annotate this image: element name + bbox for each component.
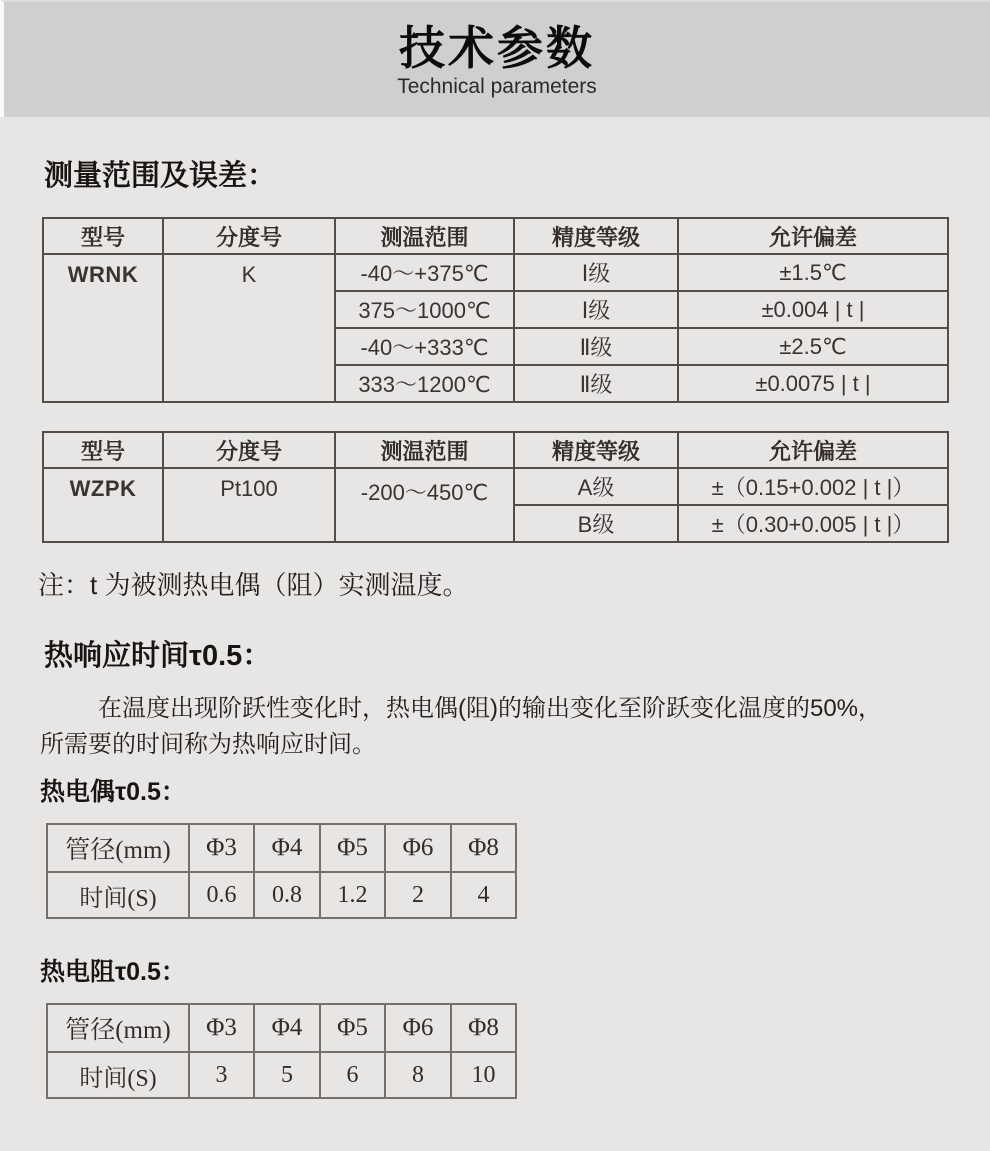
model-cell: WZPK	[43, 468, 163, 542]
time-row	[47, 872, 516, 918]
time-row	[47, 1052, 516, 1098]
col-header-deviation: 允许偏差	[678, 432, 948, 468]
deviation-cell: ±2.5℃	[678, 328, 948, 365]
time-cell: 1.2	[320, 872, 385, 918]
time-cell: 6	[320, 1052, 385, 1098]
col-header-deviation: 允许偏差	[678, 218, 948, 254]
deviation-cell: ±0.0075 | t |	[678, 365, 948, 402]
diameter-cell: Φ3	[189, 824, 254, 872]
response-description-line1: 在温度出现阶跃性变化时，热电偶(阻)的输出变化至阶跃变化温度的50%，	[98, 695, 883, 722]
thermocouple-heading: 热电偶τ0.5：	[40, 778, 186, 806]
table-row	[43, 468, 948, 505]
diameter-row	[47, 1004, 516, 1052]
col-header-graduation: 分度号	[163, 218, 335, 254]
wzpk-table	[42, 431, 949, 543]
time-cell: 10	[451, 1052, 516, 1098]
diameter-label: 管径(mm)	[47, 824, 189, 872]
diameter-cell: Φ3	[189, 1004, 254, 1052]
range-cell: -40～+333℃	[335, 328, 514, 365]
range-cell: 375～1000℃	[335, 291, 514, 328]
page-subtitle: Technical parameters	[397, 75, 597, 99]
diameter-cell: Φ6	[385, 824, 451, 872]
time-cell: 4	[451, 872, 516, 918]
deviation-cell: ±（0.15+0.002 | t |）	[678, 468, 948, 505]
table-row	[43, 254, 948, 291]
time-cell: 0.8	[254, 872, 320, 918]
note-text: 注：t 为被测热电偶（阻）实测温度。	[38, 570, 469, 600]
page-title: 技术参数	[399, 21, 595, 74]
model-cell: WRNK	[43, 254, 163, 402]
diameter-row	[47, 824, 516, 872]
measurement-heading: 测量范围及误差：	[44, 160, 277, 192]
grade-cell: Ⅱ级	[514, 328, 678, 365]
col-header-graduation: 分度号	[163, 432, 335, 468]
thermocouple-table	[46, 823, 517, 919]
rtd-table	[46, 1003, 517, 1099]
rtd-heading: 热电阻τ0.5：	[40, 958, 186, 986]
wrnk-header-row	[43, 218, 948, 254]
diameter-cell: Φ4	[254, 824, 320, 872]
response-description	[40, 691, 990, 763]
col-header-grade: 精度等级	[514, 432, 678, 468]
deviation-cell: ±1.5℃	[678, 254, 948, 291]
deviation-cell: ±0.004 | t |	[678, 291, 948, 328]
diameter-cell: Φ4	[254, 1004, 320, 1052]
diameter-cell: Φ6	[385, 1004, 451, 1052]
time-cell: 5	[254, 1052, 320, 1098]
time-cell: 0.6	[189, 872, 254, 918]
diameter-cell: Φ5	[320, 824, 385, 872]
range-cell: 333～1200℃	[335, 365, 514, 402]
grade-cell: Ⅰ级	[514, 254, 678, 291]
col-header-range: 测温范围	[335, 218, 514, 254]
range-cell: -200～450℃	[335, 468, 514, 542]
col-header-model: 型号	[43, 432, 163, 468]
grade-cell: Ⅱ级	[514, 365, 678, 402]
diameter-cell: Φ5	[320, 1004, 385, 1052]
response-description-line2: 所需要的时间称为热响应时间。	[40, 731, 376, 758]
deviation-cell: ±（0.30+0.005 | t |）	[678, 505, 948, 542]
col-header-model: 型号	[43, 218, 163, 254]
time-cell: 8	[385, 1052, 451, 1098]
wrnk-table	[42, 217, 949, 403]
time-cell: 3	[189, 1052, 254, 1098]
time-label: 时间(S)	[47, 1052, 189, 1098]
range-cell: -40～+375℃	[335, 254, 514, 291]
diameter-cell: Φ8	[451, 1004, 516, 1052]
graduation-cell: K	[163, 254, 335, 402]
page-header	[0, 0, 990, 117]
wzpk-header-row	[43, 432, 948, 468]
col-header-grade: 精度等级	[514, 218, 678, 254]
time-cell: 2	[385, 872, 451, 918]
diameter-cell: Φ8	[451, 824, 516, 872]
content	[0, 159, 990, 1099]
grade-cell: B级	[514, 505, 678, 542]
grade-cell: Ⅰ级	[514, 291, 678, 328]
col-header-range: 测温范围	[335, 432, 514, 468]
graduation-cell: Pt100	[163, 468, 335, 542]
diameter-label: 管径(mm)	[47, 1004, 189, 1052]
response-heading: 热响应时间τ0.5：	[44, 640, 272, 672]
time-label: 时间(S)	[47, 872, 189, 918]
grade-cell: A级	[514, 468, 678, 505]
